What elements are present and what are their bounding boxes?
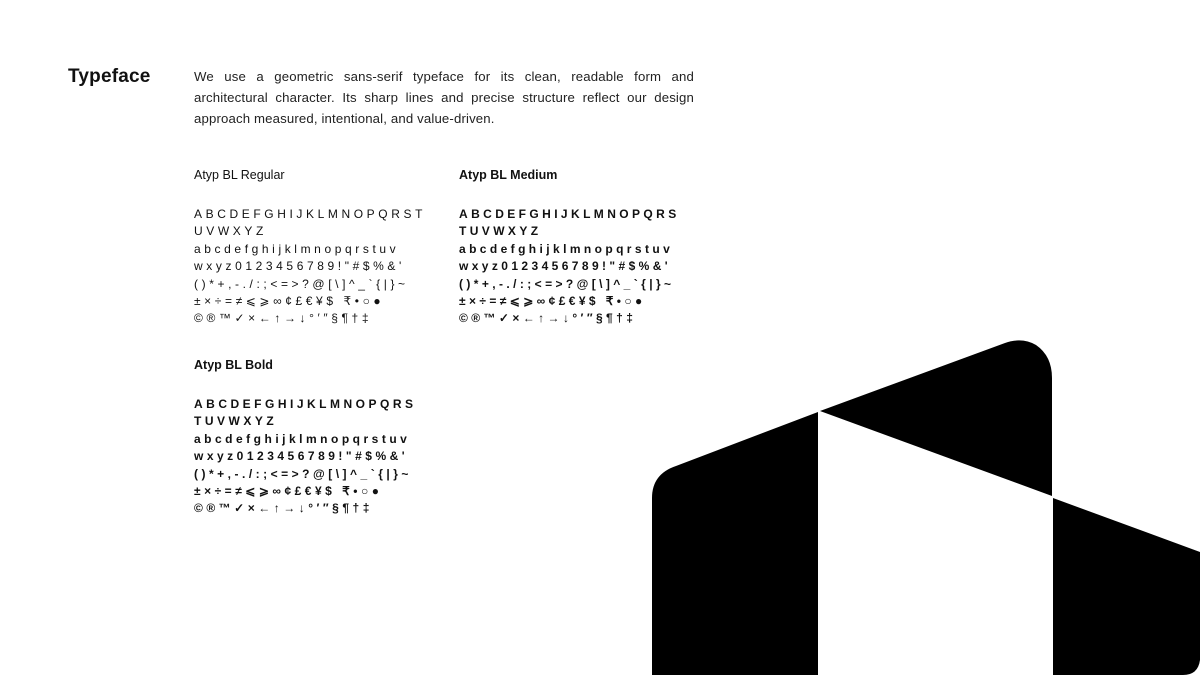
mark-center-triangle <box>820 340 1052 496</box>
glyph-line: abcdefghijklmnopqrstuv <box>459 241 674 256</box>
mark-right-block <box>1053 498 1200 675</box>
glyph-line: abcdefghijklmnopqrstuv <box>194 241 400 256</box>
specimen-label: Atyp BL Regular <box>194 168 285 182</box>
glyph-line: ()*+,-./:;<=>?@[\]^_`{|}~ <box>194 276 409 291</box>
glyph-line: ©®™✓×←↑→↓°′″§¶†‡ <box>194 311 373 326</box>
glyph-line: wxyz0123456789!"#$%&' <box>194 449 409 464</box>
glyph-line: ±×÷=≠⩽⩾∞¢£€¥$ ₹•○● <box>194 484 383 499</box>
glyph-line: UVWXYZ <box>194 224 267 239</box>
glyph-line: ABCDEFGHIJKLMNOPQRS <box>459 207 680 221</box>
glyph-line: TUVWXYZ <box>459 224 542 239</box>
glyph-line: wxyz0123456789!"#$%&' <box>459 259 672 274</box>
glyph-line: abcdefghijklmnopqrstuv <box>194 431 411 446</box>
glyph-line: ABCDEFGHIJKLMNOPQRS <box>194 397 417 411</box>
glyph-line: ©®™✓×←↑→↓°′″§¶†‡ <box>459 311 637 326</box>
glyph-line: ABCDEFGHIJKLMNOPQRST <box>194 207 427 221</box>
glyph-line: ()*+,-./:;<=>?@[\]^_`{|}~ <box>194 466 412 481</box>
specimen-label: Atyp BL Bold <box>194 358 273 372</box>
glyph-line: ()*+,-./:;<=>?@[\]^_`{|}~ <box>459 276 675 291</box>
page-title: Typeface <box>68 66 151 87</box>
glyph-line: ±×÷=≠⩽⩾∞¢£€¥$ ₹•○● <box>459 294 646 309</box>
mark-left-block <box>652 412 818 675</box>
glyph-line: ±×÷=≠⩽⩾∞¢£€¥$ ₹•○● <box>194 294 385 309</box>
typeface-description: We use a geometric sans-serif typeface for its clean, readable form and architectural character. Its sharp lines and precise structure reflect our design approach measured, intentional, and value-driven. <box>194 69 694 126</box>
glyph-line: TUVWXYZ <box>194 414 278 429</box>
glyph-line: wxyz0123456789!"#$%&' <box>194 259 405 274</box>
glyph-line: ©®™✓×←↑→↓°′″§¶†‡ <box>194 501 373 516</box>
specimen-label: Atyp BL Medium <box>459 168 558 182</box>
